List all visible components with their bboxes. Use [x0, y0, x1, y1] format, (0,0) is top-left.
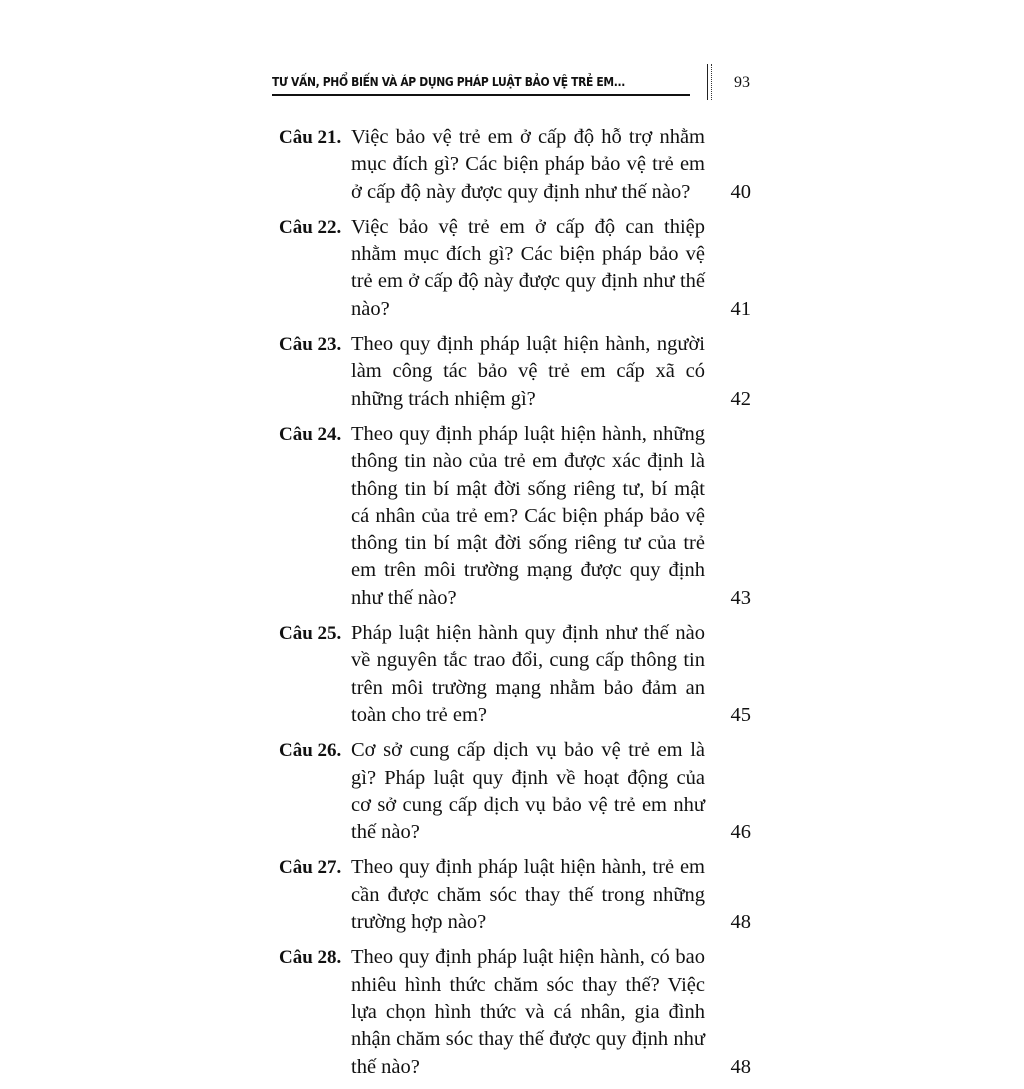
toc-entry [279, 331, 753, 413]
toc-entry-text: Việc bảo vệ trẻ em ở cấp độ can thiệp nhằm mục đích gì? Các biện pháp bảo vệ trẻ em ở cấp độ này được quy định như thế nào? [351, 215, 705, 320]
toc-entry-page: 42 [730, 387, 751, 410]
toc-entry [279, 737, 753, 846]
header-divider [707, 64, 712, 100]
toc-entry-label: Câu 26. [279, 740, 342, 762]
toc-entry-page: 40 [730, 180, 751, 203]
toc-entry [279, 124, 753, 206]
toc-entry-page: 46 [730, 821, 751, 844]
toc-entry-page: 43 [730, 586, 751, 609]
toc-entry-page: 45 [730, 703, 751, 726]
toc-entry-label: Câu 28. [279, 947, 342, 969]
toc-entry-page: 41 [730, 297, 751, 320]
toc-entry-text: Theo quy định pháp luật hiện hành, trẻ em cần được chăm sóc thay thế trong những trường hợp nào? [351, 856, 705, 934]
toc-entry [279, 620, 753, 729]
toc-entry-label: Câu 21. [279, 127, 342, 148]
toc-entry-text: Theo quy định pháp luật hiện hành, có bao nhiêu hình thức chăm sóc thay thế? Việc lựa chọn hình thức và cá nhân, gia đình nhận chăm sóc thay thế được quy định như thế nào? [351, 946, 705, 1078]
toc-entry-label: Câu 23. [279, 334, 342, 356]
running-header [272, 70, 690, 96]
toc-entry-label: Câu 27. [279, 857, 342, 879]
toc-entry [279, 944, 753, 1080]
running-header-title: TƯ VẤN, PHỔ BIẾN VÀ ÁP DỤNG PHÁP LUẬT BẢO VỆ TRẺ EM... [272, 74, 625, 89]
toc-entry-text: Theo quy định pháp luật hiện hành, những thông tin nào của trẻ em được xác định là thông tin bí mật đời sống riêng tư, bí mật cá nhân của trẻ em? Các biện pháp bảo vệ thông tin bí mật đời sống riêng tư của trẻ em trên môi trường mạng được quy định như thế nào? [351, 422, 705, 609]
page-number: 93 [734, 74, 750, 91]
toc-entry-page: 48 [730, 1055, 751, 1078]
toc-entry-text: Cơ sở cung cấp dịch vụ bảo vệ trẻ em là gì? Pháp luật quy định về hoạt động của cơ sở cung cấp dịch vụ bảo vệ trẻ em như thế nào? [351, 739, 705, 844]
toc-entry-label: Câu 25. [279, 623, 342, 645]
toc-entry-label: Câu 22. [279, 216, 342, 238]
toc-entry [279, 214, 753, 323]
table-of-contents [279, 124, 753, 1089]
toc-entry-page: 48 [730, 911, 751, 934]
toc-entry [279, 854, 753, 936]
toc-entry-label: Câu 24. [279, 423, 342, 445]
toc-entry [279, 421, 753, 612]
toc-entry-text: Theo quy định pháp luật hiện hành, người làm công tác bảo vệ trẻ em cấp xã có những trách nhiệm gì? [351, 333, 705, 410]
toc-entry-text: Pháp luật hiện hành quy định như thế nào về nguyên tắc trao đổi, cung cấp thông tin trên môi trường mạng nhằm bảo đảm an toàn cho trẻ em? [351, 622, 705, 726]
toc-entry-text: Việc bảo vệ trẻ em ở cấp độ hỗ trợ nhằm mục đích gì? Các biện pháp bảo vệ trẻ em ở cấp độ này được quy định như thế nào? [351, 126, 705, 203]
